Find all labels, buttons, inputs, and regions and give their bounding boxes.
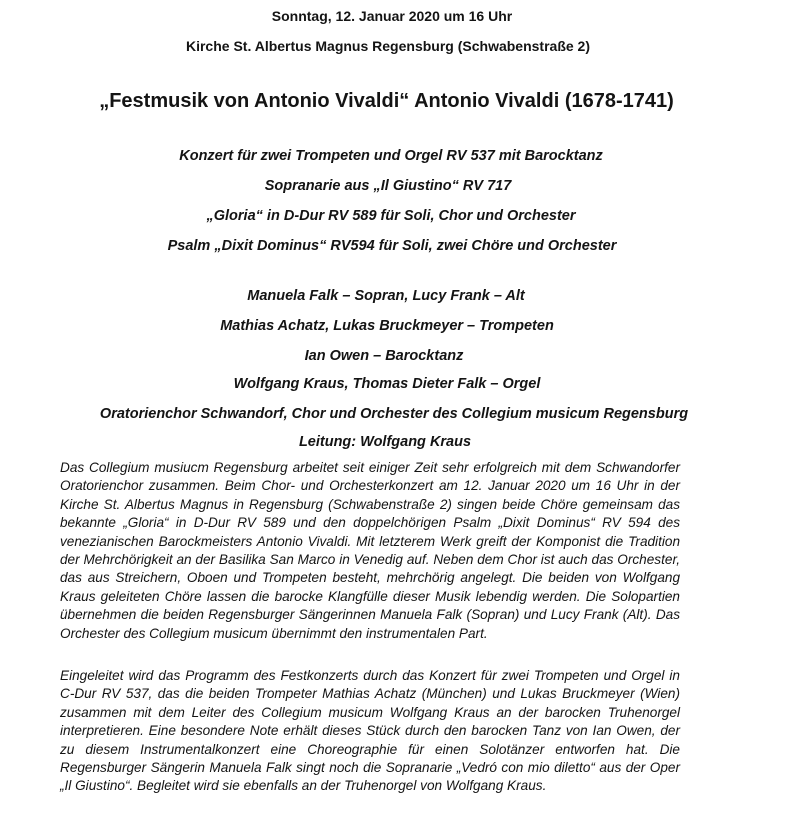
program-item: Sopranarie aus „Il Giustino“ RV 717 — [264, 178, 512, 194]
performer-line: Oratorienchor Schwandorf, Chor und Orchester des Collegium musicum Regensburg — [99, 406, 689, 422]
body-paragraph: Eingeleitet wird das Programm des Festkonzerts durch das Konzert für zwei Trompeten und Orgel in C-Dur RV 537, das die beiden Trompeter Mathias Achatz (München) und Lukas Bruckmeyer (Wien) zusammen mit dem Leiter des Collegium musicum Wolfgang Kraus an der barocken Truhenorgel interpretieren. Eine besondere Note erhält dieses Stück durch den barocken Tanz von Ian Owen, der zu diesem Instrumentalkonzert eine Choreographie für einen Solotänzer entworfen hat. Die Regensburger Sängerin Manuela Falk singt noch die Sopranarie „Vedró con mio diletto“ aus der Oper „Il Giustino“. Begleitet wird sie ebenfalls an der Truhenorgel von Wolfgang Kraus. — [60, 668, 680, 794]
performer-line: Mathias Achatz, Lukas Bruckmeyer – Trompeten — [220, 318, 554, 334]
program-item: Konzert für zwei Trompeten und Orgel RV 537 mit Barocktanz — [179, 148, 603, 164]
program-item: Psalm „Dixit Dominus“ RV594 für Soli, zwei Chöre und Orchester — [167, 238, 617, 254]
program-item: „Gloria“ in D-Dur RV 589 für Soli, Chor und Orchester — [206, 208, 576, 224]
concert-title: „Festmusik von Antonio Vivaldi“ Antonio Vivaldi (1678-1741) — [99, 90, 674, 112]
concert-venue: Kirche St. Albertus Magnus Regensburg (Schwabenstraße 2) — [185, 38, 590, 54]
conductor-line: Leitung: Wolfgang Kraus — [298, 434, 472, 450]
concert-date: Sonntag, 12. Januar 2020 um 16 Uhr — [271, 8, 513, 24]
performer-line: Manuela Falk – Sopran, Lucy Frank – Alt — [247, 288, 525, 304]
performer-line: Ian Owen – Barocktanz — [304, 348, 464, 364]
performer-line: Wolfgang Kraus, Thomas Dieter Falk – Orgel — [233, 376, 541, 392]
body-paragraph: Das Collegium musiucm Regensburg arbeitet seit einiger Zeit sehr erfolgreich mit dem Schwandorfer Oratorienchor zusammen. Beim Chor- und Orchesterkonzert am 12. Januar 2020 um 16 Uhr in der Kirche St. Albertus Magnus in Regensburg (Schwabenstraße 2) singen beide Chöre gemeinsam das bekannte „Gloria“ in D-Dur RV 589 und den doppelchörigen Psalm „Dixit Dominus“ RV 594 des venezianischen Barockmeisters Antonio Vivaldi. Mit letzterem Werk greift der Komponist die Tradition der Mehrchörigkeit an der Basilika San Marco in Venedig auf. Neben dem Chor ist auch das Orchester, das aus Streichern, Oboen und Trompeten besteht, mehrchörig angelegt. Die beiden von Wolfgang Kraus geleiteten Chöre lassen die barocke Klangfülle dieser Musik lebendig werden. Die Solopartien übernehmen die beiden Regensburger Sängerinnen Manuela Falk (Sopran) und Lucy Frank (Alt). Das Orchester des Collegium musicum übernimmt den instrumentalen Part. — [60, 460, 680, 641]
